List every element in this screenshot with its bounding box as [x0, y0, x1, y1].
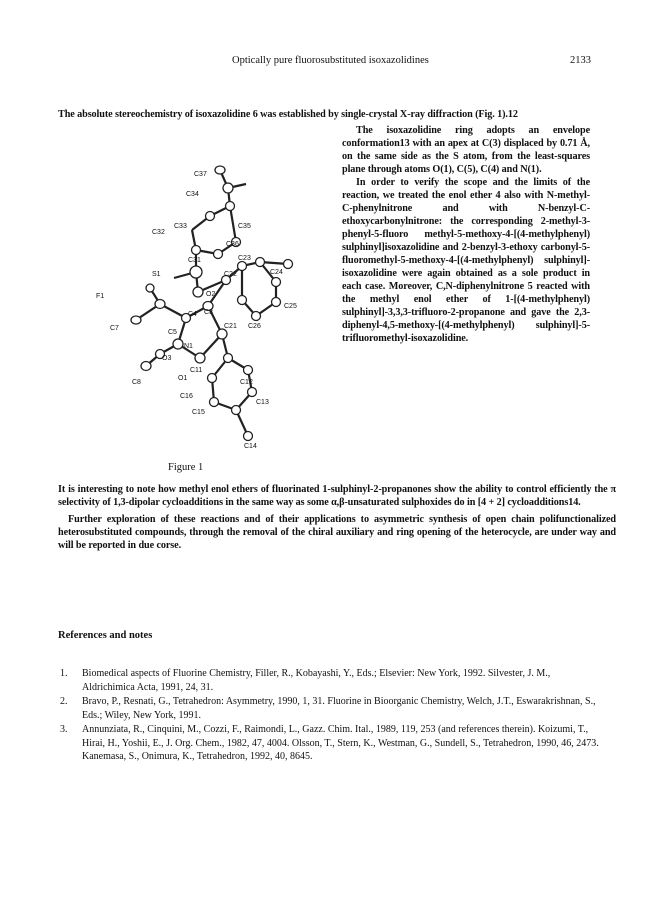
selectivity-paragraph: It is interesting to note how methyl enol ethers of fluorinated 1-sulphinyl-2-propanones show the ability to control efficiently the π selectivity of 1,3-dipolar cycloadditions in the same way as some α,β-unsaturated sulphoxides do in [4 + 2] cycloadditions14. — [58, 484, 616, 508]
atom-label: C12 — [240, 379, 253, 386]
atom-label: C13 — [256, 399, 269, 406]
figure-caption: Figure 1 — [168, 462, 204, 473]
atom-label: C26 — [248, 323, 261, 330]
atom-label: N1 — [184, 343, 193, 350]
scope-paragraph: In order to verify the scope and the limits of the reaction, we treated the enol ether 4 also with N-methyl-C-phenylnitrone and with N-benzyl-C-ethoxycarbonylnitrone: the corresponding 2-methyl-3-phenyl-5-fluoro methyl-5-methoxy-4-[(4-methylphenyl) sulphinyl]isoxazolidine and 2-benzyl-3-ethoxy carbonyl-5-fluoromethyl-5-methoxy-4-[(4-methylphenyl) sulphinyl]-isoxazolidine were again obtained as a sole product in each case. Moreover, C,N-diphenylnitrone 5 reacted with the methyl enol ether of 1-[(4-methylphenyl) sulphinyl]-3,3,3-trifluoro-2-propanone and gave the 2,3-diphenyl-4,5-methoxy-[(4-methylphenyl) sulphinyl]-5-trifluoromethyl-isoxazolidine. — [342, 177, 590, 344]
atom-label: C21 — [224, 323, 237, 330]
lead-sentence: The absolute stereochemistry of isoxazolidine 6 was established by single-crystal X-ray diffraction (Fig. 1).12 — [58, 109, 518, 120]
atom-label: C23 — [238, 255, 251, 262]
atom-label: C33 — [174, 223, 187, 230]
reference-item — [60, 695, 600, 722]
atom-label: C15 — [192, 409, 205, 416]
reference-number: 1. — [60, 668, 68, 679]
atom-label: C34 — [186, 191, 199, 198]
atom-label: C14 — [244, 443, 257, 450]
reference-text: Annunziata, R., Cinquini, M., Cozzi, F., Raimondi, L., Gazz. Chim. Ital., 1989, 119, 253 (and references therein). Koizumi, T., Hirai, H., Yoshii, E., J. Org. Chem., 1982, 47, 4004. Olsson, T., Stern, K., Westman, G., Sundell, S., Tetrahedron, 1990, 46, 2473. Kanemasa, S., Onimura, K., Tetrahedron, 1992, 40, 8645. — [82, 724, 599, 762]
atom-label: C37 — [194, 171, 207, 178]
atom-label: C36 — [226, 241, 239, 248]
atom-label: C5 — [168, 329, 177, 336]
reference-number: 3. — [60, 724, 68, 735]
atom-label: O3 — [162, 355, 172, 362]
atom-label: C11 — [190, 367, 203, 374]
atom-label: C22 — [224, 271, 237, 278]
atom-label: O1 — [178, 375, 188, 382]
further-paragraph: Further exploration of these reactions and of their applications to asymmetric synthesis of open chain polifunctionalized heterosubstituted compounds, through the removal of the chiral auxiliary and ring opening of the heterocycle, are under way and will be reported in due corse. — [58, 514, 616, 551]
atom-label: C3 — [204, 309, 213, 316]
reference-text: Bravo, P., Resnati, G., Tetrahedron: Asymmetry, 1990, 1, 31. Fluorine in Bioorganic Chemistry, Welch, J.T., Eswarakrishnan, S., Eds.; Wiley, New York, 1991. — [82, 696, 596, 721]
atom-label: C32 — [152, 229, 165, 236]
crystal-structure-figure — [80, 148, 340, 468]
reference-number: 2. — [60, 696, 68, 707]
running-header — [0, 55, 672, 73]
conformation-paragraph: The isoxazolidine ring adopts an envelope conformation13 with an apex at C(3) displaced by 0.71 Å, on the same side as the S atom, from the least-squares plane through atoms O(1), C(5), C(4) and N(1). — [342, 125, 590, 175]
right-column-text — [342, 124, 590, 345]
atom-label: C7 — [110, 325, 119, 332]
references-heading: References and notes — [58, 630, 153, 641]
atom-label: C24 — [270, 269, 283, 276]
atom-label: C4 — [188, 311, 197, 318]
running-title: Optically pure fluorosubstituted isoxazolidines — [232, 55, 429, 66]
atom-label: C31 — [188, 257, 201, 264]
atom-label: C35 — [238, 223, 251, 230]
atom-label: C16 — [180, 393, 193, 400]
reference-text: Biomedical aspects of Fluorine Chemistry, Filler, R., Kobayashi, Y., Eds.; Elsevier: New York, 1992. Silvester, J. M., Aldrichimica Acta, 1991, 24, 31. — [82, 668, 551, 693]
atom-label: F1 — [96, 293, 105, 300]
atom-label: C25 — [284, 303, 297, 310]
atom-label: S1 — [152, 271, 161, 278]
page-number: 2133 — [570, 55, 591, 66]
atom-label: O2 — [206, 291, 216, 298]
bottom-text — [58, 483, 616, 556]
reference-item — [60, 667, 600, 694]
reference-item — [60, 723, 600, 764]
atom-label: C8 — [132, 379, 141, 386]
atom-labels — [96, 171, 297, 450]
reference-list — [60, 667, 600, 765]
